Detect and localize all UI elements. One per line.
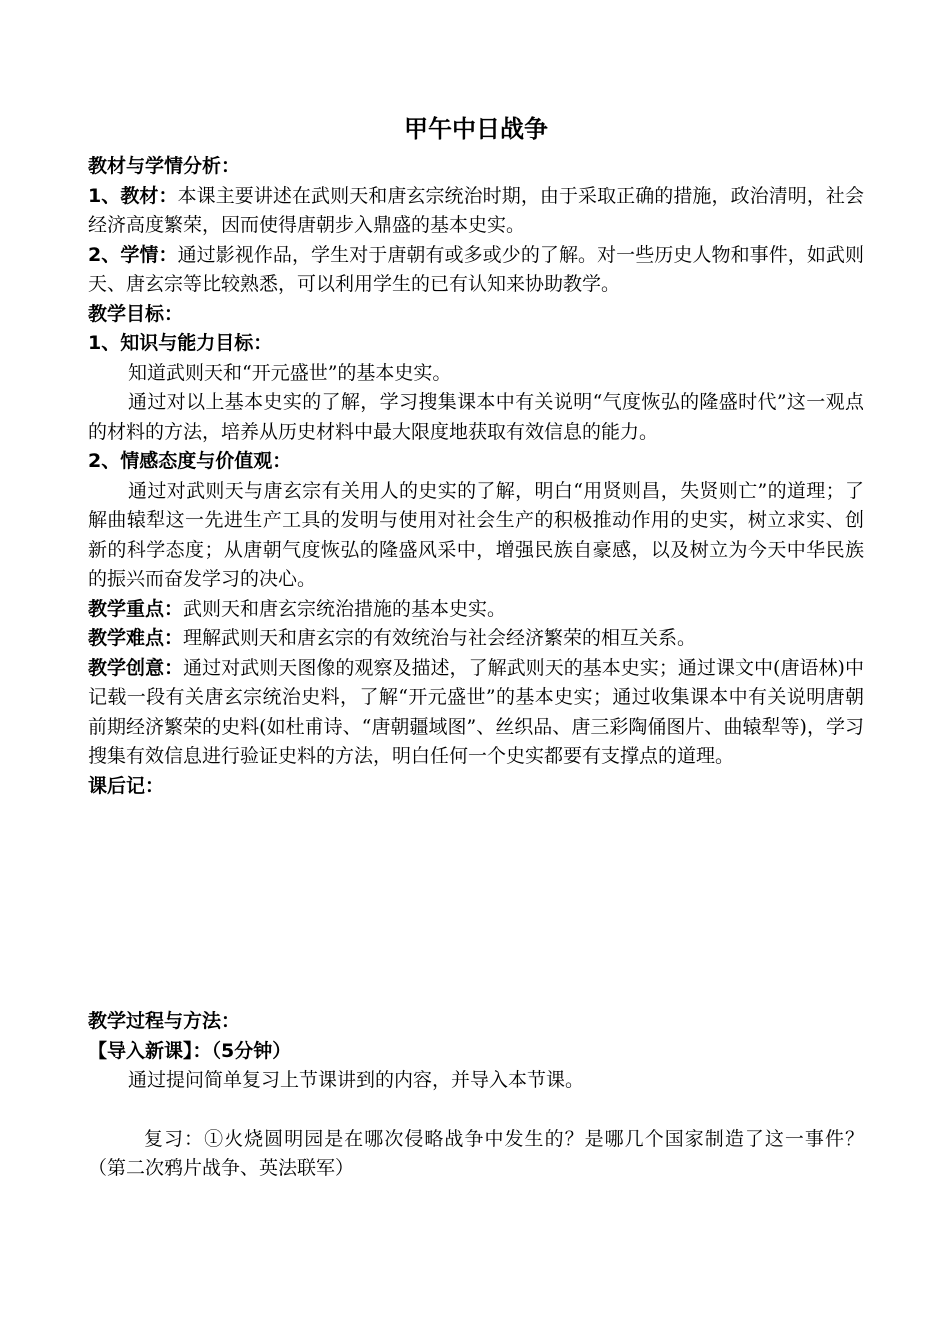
knowledge-heading: 1、知识与能力目标： <box>88 332 273 354</box>
afterword-label: 课后记： <box>88 774 165 797</box>
students-paragraph <box>88 241 864 300</box>
goals-heading: 教学目标： <box>88 302 184 325</box>
difficulty-text: 理解武则天和唐玄宗的有效统治与社会经济繁荣的相互关系。 <box>183 627 697 649</box>
blank-line <box>88 1096 864 1125</box>
key-point-paragraph <box>88 595 864 625</box>
difficulty-paragraph <box>88 624 864 654</box>
textbook-text: 本课主要讲述在武则天和唐玄宗统治时期，由于采取正确的措施，政治清明，社会经济高度繁荣，因而使得唐朝步入鼎盛的基本史实。 <box>88 184 864 236</box>
document-page <box>88 112 864 1184</box>
emotion-heading: 2、情感态度与价值观： <box>88 450 292 472</box>
creativity-paragraph <box>88 654 864 772</box>
creativity-label: 教学创意： <box>88 656 184 679</box>
students-text: 通过影视作品，学生对于唐朝有或多或少的了解。对一些历史人物和事件，如武则天、唐玄宗等比较熟悉，可以利用学生的已有认知来协助教学。 <box>88 243 864 295</box>
emotion-paragraph: 通过对武则天与唐玄宗有关用人的史实的了解，明白“用贤则昌，失贤则亡”的道理；了解曲辕犁这一先进生产工具的发明与使用对社会生产的积极推动作用的史实，树立求实、创新的科学态度；从唐朝气度恢弘的隆盛风采中，增强民族自豪感，以及树立为今天中华民族的振兴而奋发学习的决心。 <box>88 479 864 590</box>
analysis-heading: 教材与学情分析： <box>88 155 241 177</box>
review-paragraph: 复习：①火烧圆明园是在哪次侵略战争中发生的？是哪几个国家制造了这一事件？（第二次鸦片战争、英法联军） <box>88 1127 864 1179</box>
intro-paragraph: 通过提问简单复习上节课讲到的内容，并导入本节课。 <box>128 1069 585 1091</box>
key-point-label: 教学重点： <box>88 597 184 620</box>
difficulty-label: 教学难点： <box>88 627 184 649</box>
textbook-paragraph <box>88 182 864 241</box>
intro-label: 【导入新课】：（5分钟） <box>88 1039 292 1062</box>
creativity-text: 通过对武则天图像的观察及描述，了解武则天的基本史实；通过课文中(唐语林)中记载一段有关唐玄宗统治史料，了解“开元盛世”的基本史实；通过收集课本中有关说明唐朝前期经济繁荣的史料(如杜甫诗、“唐朝疆域图”、丝织品、唐三彩陶俑图片、曲辕犁等)，学习搜集有效信息进行验证史料的方法，明白任何一个史实都要有支撑点的道理。 <box>88 656 864 767</box>
students-label: 2、学情： <box>88 243 178 266</box>
document-title: 甲午中日战争 <box>404 115 548 143</box>
key-point-text: 武则天和唐玄宗统治措施的基本史实。 <box>183 597 507 620</box>
textbook-label: 1、教材： <box>88 184 178 207</box>
knowledge-paragraph-2: 通过对以上基本史实的了解，学习搜集课本中有关说明“气度恢弘的隆盛时代”这一观点的材料的方法，培养从历史材料中最大限度地获取有效信息的能力。 <box>88 391 864 443</box>
process-heading: 教学过程与方法： <box>88 1010 241 1032</box>
blank-notes-area <box>88 801 864 1007</box>
knowledge-paragraph-1: 知道武则天和“开元盛世”的基本史实。 <box>128 361 452 384</box>
